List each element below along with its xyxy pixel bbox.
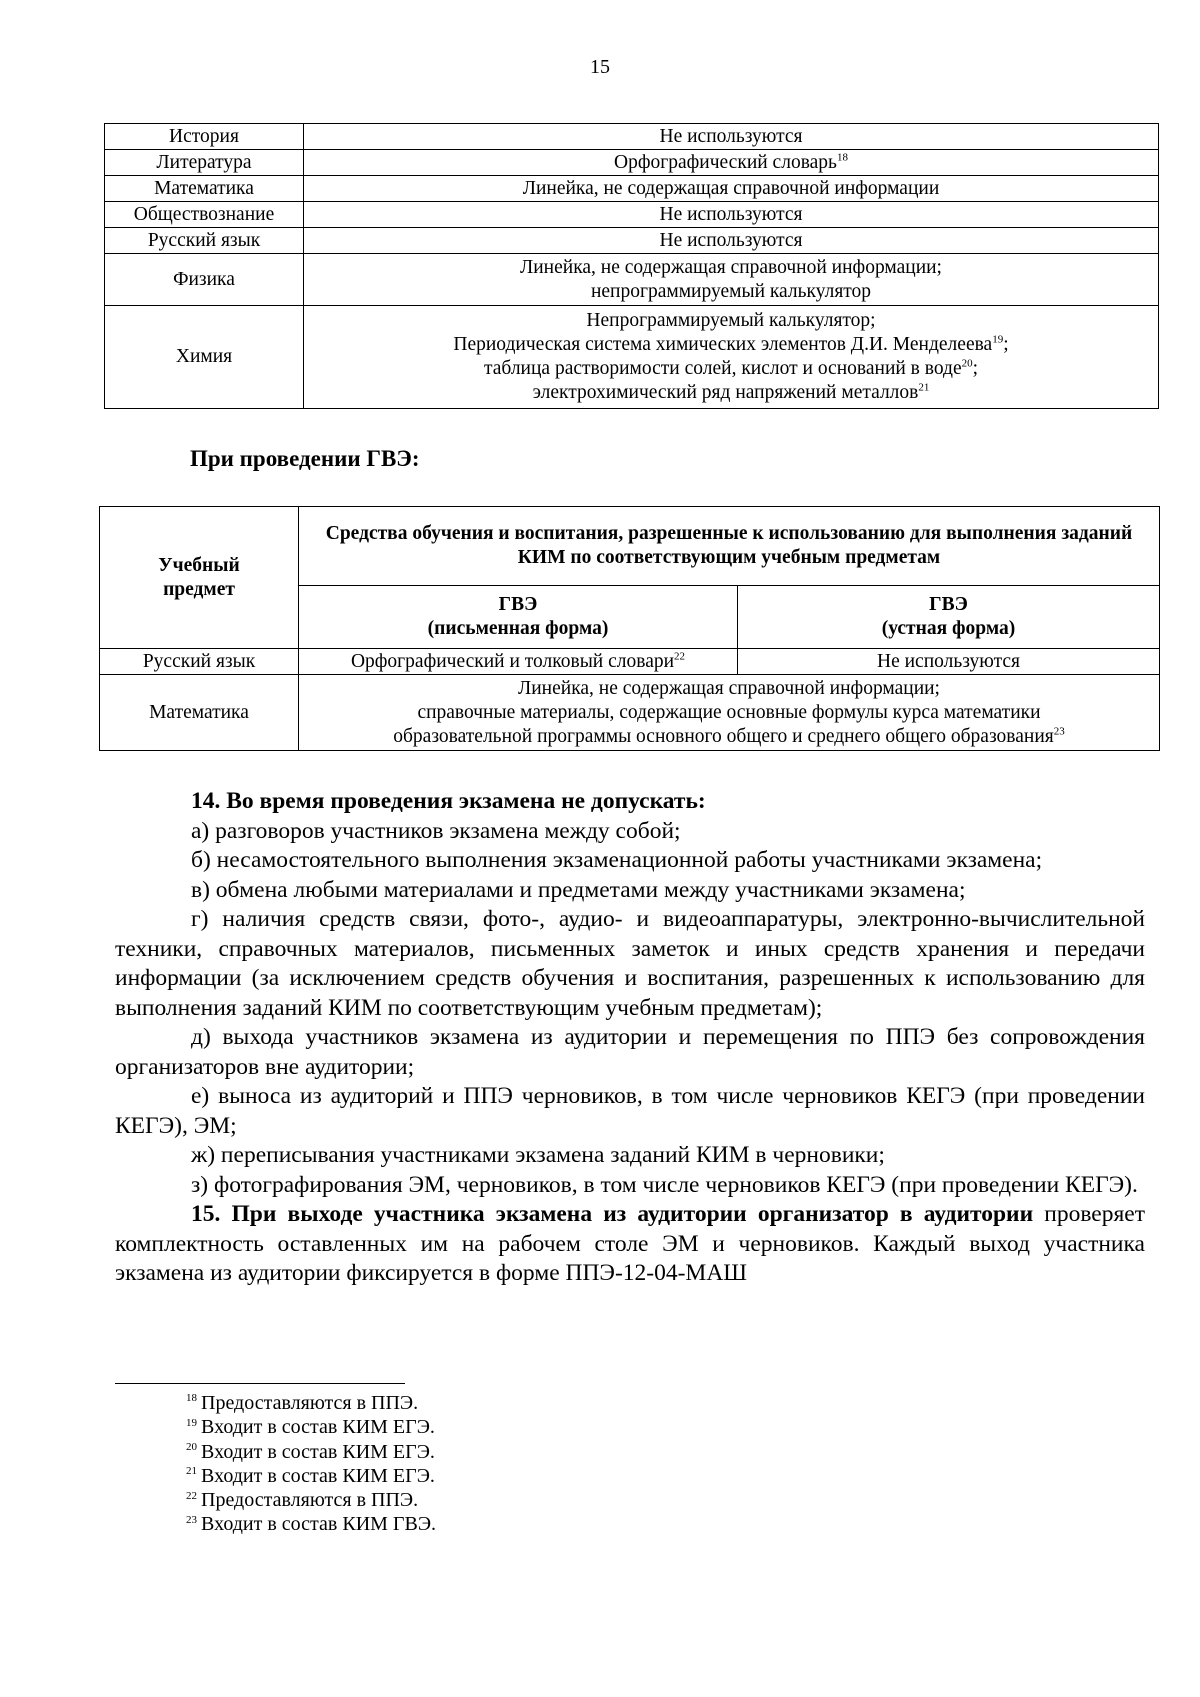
aids-cell: Не используются (304, 228, 1159, 254)
table-row (105, 150, 1159, 176)
aids-cell: Орфографический словарь$^{18}$ (304, 150, 1159, 176)
gve-aids-table (99, 506, 1160, 751)
table-row (100, 675, 1160, 751)
table-row (105, 254, 1159, 306)
footnote-ref[interactable]: 22 (674, 650, 686, 662)
oral-cell: Не используются (738, 649, 1160, 675)
footnote: $^{23}$ Входит в состав КИМ ГВЭ. (186, 1513, 437, 1536)
subject-cell: Обществознание (105, 202, 304, 228)
table-row (105, 202, 1159, 228)
table-row (105, 306, 1159, 409)
section-14-title: 14. Во время проведения экзамена не допускать: (191, 788, 706, 814)
exam-aids-table (104, 123, 1159, 409)
aids-cell: Не используются (304, 124, 1159, 150)
page-number: 15 (590, 56, 610, 78)
list-item: д) выхода участников экзамена из аудитории и перемещения по ППЭ без сопровождения организаторов вне аудитории; (115, 1024, 1145, 1080)
list-item: ж) переписывания участниками экзамена заданий КИМ в черновики; (191, 1142, 885, 1168)
list-item: г) наличия средств связи, фото-, аудио- и видеоаппаратуры, электронно-вычислительной техники, справочных материалов, письменных заметок и иных средств хранения и передачи информации (за исключением средств обучения и воспитания, разрешенных к использованию для выполнения заданий КИМ по соответствующим учебным предметам); (115, 906, 1145, 1021)
body-text (115, 787, 1145, 1289)
section-15-paragraph: 15. При выходе участника экзамена из аудитории организатор в аудитории проверяет комплектность оставленных им на рабочем столе ЭМ и черновиков. Каждый выход участника экзамена из аудитории фиксируется в форме ППЭ-12-04-МАШ (115, 1201, 1145, 1286)
subject-cell: Химия (105, 306, 304, 409)
table-row (105, 228, 1159, 254)
subject-cell: Литература (105, 150, 304, 176)
table-header-row (100, 507, 1160, 586)
footnote-ref[interactable]: 23 (1053, 725, 1065, 737)
footnote: $^{20}$ Входит в состав КИМ ЕГЭ. (186, 1440, 435, 1463)
list-item: в) обмена любыми материалами и предметами между участниками экзамена; (191, 876, 966, 903)
list-item: а) разговоров участников экзамена между собой; (191, 817, 681, 844)
oral-form-header: ГВЭ (устная форма) (738, 586, 1160, 649)
written-form-header: ГВЭ (письменная форма) (299, 586, 738, 649)
table-row (105, 124, 1159, 150)
subject-cell: Физика (105, 254, 304, 306)
footnote: $^{21}$ Входит в состав КИМ ЕГЭ. (186, 1464, 435, 1487)
footnote-ref[interactable]: 19 (992, 333, 1004, 346)
footnotes (186, 1391, 436, 1537)
subject-header: Учебный предмет (100, 507, 299, 649)
footnote: $^{18}$ Предоставляются в ППЭ. (186, 1392, 419, 1414)
subject-cell: Русский язык (100, 649, 299, 675)
aids-cell: Линейка, не содержащая справочной информации; справочные материалы, содержащие основные формулы курса математики образовательной программы основного общего и среднего общего образования$^{23}$ (299, 675, 1160, 751)
aids-header: Средства обучения и воспитания, разрешенные к использованию для выполнения заданий КИМ по соответствующим учебным предметам (299, 507, 1160, 586)
footnote-ref[interactable]: 21 (918, 381, 930, 394)
section-15-title: 15. При выходе участника экзамена из аудитории организатор в аудитории (191, 1201, 1034, 1227)
subject-cell: Математика (100, 675, 299, 751)
aids-cell: Непрограммируемый калькулятор; Периодическая система химических элементов Д.И. Менделеева$^{19}$; таблица растворимости солей, кислот и оснований в воде$^{20}$; электрохимический ряд напряжений металлов$^{21}$ (304, 306, 1159, 409)
footnote-ref[interactable]: 20 (961, 357, 973, 370)
footnote-ref[interactable]: 18 (836, 151, 848, 163)
list-item: е) выноса из аудиторий и ППЭ черновиков, в том числе черновиков КЕГЭ (при проведении КЕГЭ), ЭМ; (115, 1083, 1145, 1139)
table-row (105, 176, 1159, 202)
subject-cell: Математика (105, 176, 304, 202)
written-cell: Орфографический и толковый словари$^{22}$ (299, 649, 738, 675)
subject-cell: Русский язык (105, 228, 304, 254)
footnote: $^{22}$ Предоставляются в ППЭ. (186, 1489, 419, 1512)
list-item: б) несамостоятельного выполнения экзаменационной работы участниками экзамена; (191, 847, 1043, 873)
aids-cell: Линейка, не содержащая справочной информации (304, 176, 1159, 202)
footnote-divider (115, 1383, 405, 1384)
aids-cell: Линейка, не содержащая справочной информации; непрограммируемый калькулятор (304, 254, 1159, 306)
subject-cell: История (105, 124, 304, 150)
aids-cell: Не используются (304, 202, 1159, 228)
gve-heading: При проведении ГВЭ: (190, 446, 420, 471)
list-item: з) фотографирования ЭМ, черновиков, в том числе черновиков КЕГЭ (при проведении КЕГЭ). (191, 1171, 1138, 1198)
table-row (100, 649, 1160, 675)
footnote: $^{19}$ Входит в состав КИМ ЕГЭ. (186, 1416, 435, 1439)
